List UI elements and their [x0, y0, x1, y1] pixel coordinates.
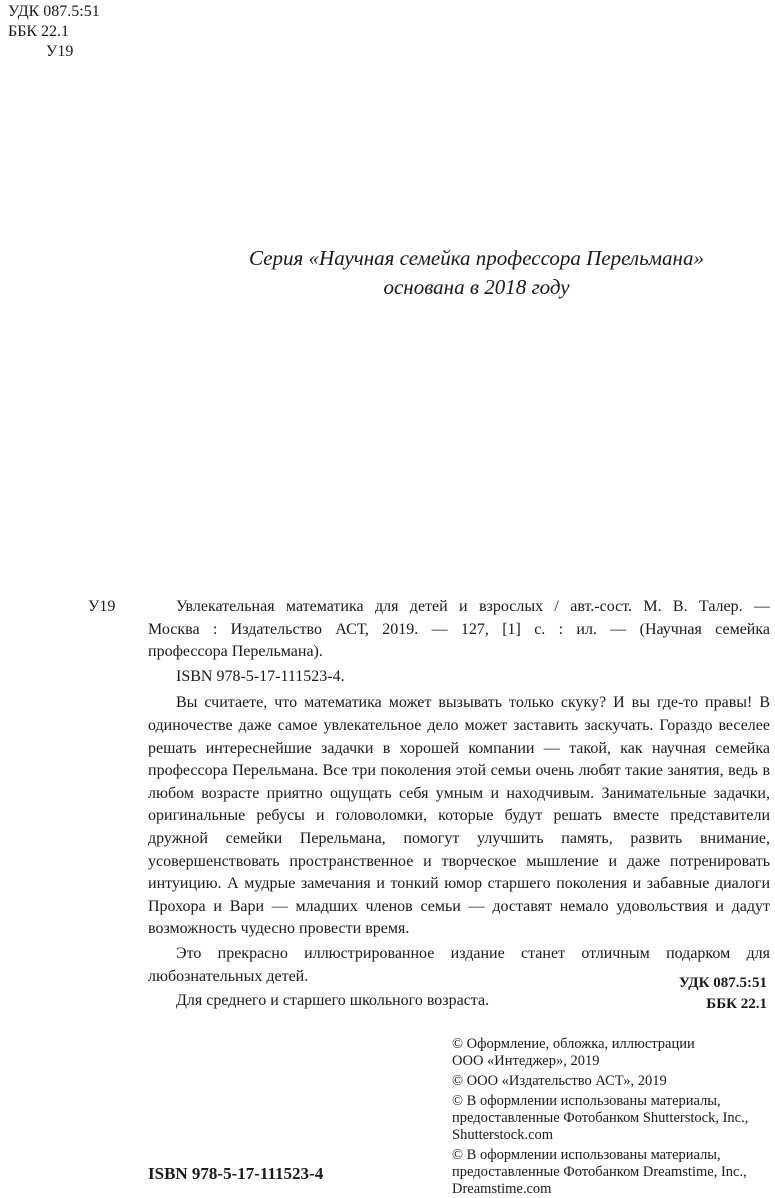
udk-code: УДК 087.5:51 — [8, 3, 100, 20]
copyright-dreamstime-line2: предоставленные Фотобанком Dreamstime, Inc., — [452, 1164, 747, 1180]
copyright-illustrations: © Оформление, обложка, иллюстрации — [452, 1036, 695, 1052]
catalog-author-mark: У19 — [88, 598, 116, 615]
biblio-line-1: Увлекательная математика для детей и взрослых / авт.-сост. М. В. Талер. — — [176, 598, 770, 615]
annotation — [148, 692, 770, 1012]
classification-header — [8, 2, 100, 62]
udk-code-footer: УДК 087.5:51 — [678, 975, 767, 991]
catalog-isbn: ISBN 978-5-17-111523-4. — [176, 667, 345, 685]
isbn-footer: ISBN 978-5-17-111523-4 — [148, 1164, 324, 1183]
series-founded: основана в 2018 году — [383, 275, 570, 299]
annotation-age: Для среднего и старшего школьного возраста. — [176, 992, 490, 1010]
copyright-illustrations-owner: ООО «Интеджер», 2019 — [452, 1053, 600, 1069]
copyright-publisher: © ООО «Издательство АСТ», 2019 — [452, 1073, 667, 1089]
series-note — [0, 244, 775, 302]
series-title: Серия «Научная семейка профессора Перельмана» — [249, 246, 704, 270]
copyright-shutterstock-line3: Shutterstock.com — [452, 1127, 554, 1143]
annotation-paragraph: Это прекрасно иллюстрированное издание станет отличным подарком для любознательных детей. — [148, 944, 770, 985]
bibliographic-description — [148, 596, 770, 664]
classification-footer — [679, 973, 767, 1015]
annotation-paragraph: Вы считаете, что математика может вызывать только скуку? И вы где-то правы! В одиночестве даже самое увлекательное дело может заставить заскучать. Гораздо веселее решать интереснейшие задачки в хорошей компании — такой, как научная семейка профессора Перельмана. Все три поколения этой семьи очень любят такие занятия, ведь в любом возрасте приятно ощущать себя умным и находчивым. Занимательные задачки, оригинальные ребусы и головоломки, которые будут решать вместе представители дружной семейки Перельмана, помогут улучшить память, развить внимание, усовершенствовать пространственное и творческое мышление и даже потренировать интуицию. А мудрые замечания и тонкий юмор старшего поколения и забавные диалоги Прохора и Вари — младших членов семьи — доставят немало удовольствия и дадут возможность чудесно провести время. — [148, 694, 770, 938]
copyright-shutterstock-line2: предоставленные Фотобанком Shutterstock, Inc., — [452, 1110, 749, 1126]
copyright-shutterstock: © В оформлении использованы материалы, — [452, 1093, 721, 1109]
biblio-line-3: профессора Перельмана). — [148, 643, 323, 661]
bbk-code: ББК 22.1 — [8, 23, 70, 40]
catalog-card — [88, 596, 770, 1013]
copyright-dreamstime: © В оформлении использованы материалы, — [452, 1147, 721, 1163]
bbk-code-footer: ББК 22.1 — [706, 996, 767, 1012]
copyright-dreamstime-line3: Dreamstime.com — [452, 1181, 552, 1197]
copyright-block — [452, 1036, 770, 1198]
author-mark: У19 — [46, 43, 74, 60]
biblio-line-2: Москва : Издательство АСТ, 2019. — 127, [1] с. : ил. — (Научная семейка — [148, 620, 770, 638]
